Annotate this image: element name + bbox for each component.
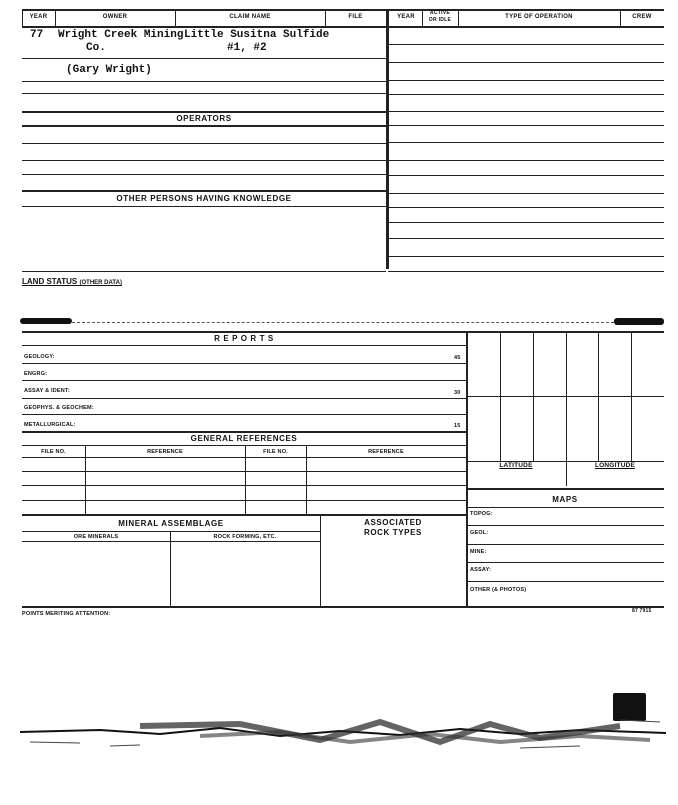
land-status-label: LAND STATUS (OTHER DATA)	[22, 277, 122, 286]
maps-topog: TOPOG:	[470, 511, 493, 517]
col-header-type-of-operation: TYPE OF OPERATION	[505, 14, 573, 20]
section-associated-1: ASSOCIATED	[364, 518, 422, 527]
maps-assay: ASSAY:	[470, 567, 492, 573]
section-associated-2: ROCK TYPES	[363, 528, 422, 537]
section-operators: OPERATORS	[176, 114, 232, 123]
longitude-label: LONGITUDE	[594, 462, 636, 469]
points-meriting-attention: POINTS MERITING ATTENTION:	[22, 611, 111, 617]
ref-header-file-no-2: FILE NO.	[263, 449, 288, 455]
maps-mine: MINE:	[470, 549, 487, 555]
report-engrg: ENGRG:	[24, 371, 48, 377]
report-geology: GEOLOGY:	[24, 354, 55, 360]
entry-claim-line1: Little Susitna Sulfide	[184, 29, 330, 41]
report-assay-num: 30	[454, 390, 461, 396]
col-header-owner: OWNER	[102, 14, 128, 20]
report-metallurgical: METALLURGICAL:	[24, 422, 76, 428]
section-reports: R E P O R T S	[214, 334, 274, 343]
col-header-year: YEAR	[29, 14, 48, 20]
entry-claim-line2: #1, #2	[227, 42, 267, 54]
report-metallurgical-num: 15	[454, 423, 461, 429]
col-header-or-idle: OR IDLE	[428, 17, 452, 23]
entry-contact: (Gary Wright)	[66, 64, 152, 76]
section-general-references: GENERAL REFERENCES	[190, 434, 298, 443]
col-header-crew: CREW	[632, 14, 652, 20]
col-header-year-2: YEAR	[397, 14, 415, 20]
ref-header-file-no-1: FILE NO.	[41, 449, 66, 455]
scan-noise-band	[20, 712, 666, 756]
section-mineral-assemblage: MINERAL ASSEMBLAGE	[118, 519, 224, 528]
col-header-active: ACTIVE	[429, 10, 451, 16]
mineral-header-ore: ORE MINERALS	[73, 534, 119, 540]
col-header-claim-name: CLAIM NAME	[229, 14, 271, 20]
ref-header-reference-2: REFERENCE	[368, 449, 404, 455]
section-other-persons: OTHER PERSONS HAVING KNOWLEDGE	[116, 194, 292, 203]
ref-header-reference-1: REFERENCE	[147, 449, 183, 455]
entry-year: 77	[30, 29, 44, 41]
report-assay-ident: ASSAY & IDENT:	[24, 388, 70, 394]
report-geophys-geochem: GEOPHYS. & GEOCHEM:	[24, 405, 94, 411]
entry-owner-line2: Co.	[86, 42, 106, 54]
report-geology-num: 45	[454, 355, 461, 361]
maps-geol: GEOL:	[470, 530, 489, 536]
col-header-file: FILE	[348, 14, 363, 20]
latitude-label: LATITUDE	[499, 462, 533, 469]
maps-other: OTHER (& PHOTOS)	[470, 587, 527, 593]
section-maps: MAPS	[552, 495, 578, 504]
entry-owner-line1: Wright Creek Mining	[58, 29, 184, 41]
mineral-header-rock-forming: ROCK FORMING, ETC.	[213, 534, 277, 540]
form-code: 87 7915	[632, 608, 652, 614]
